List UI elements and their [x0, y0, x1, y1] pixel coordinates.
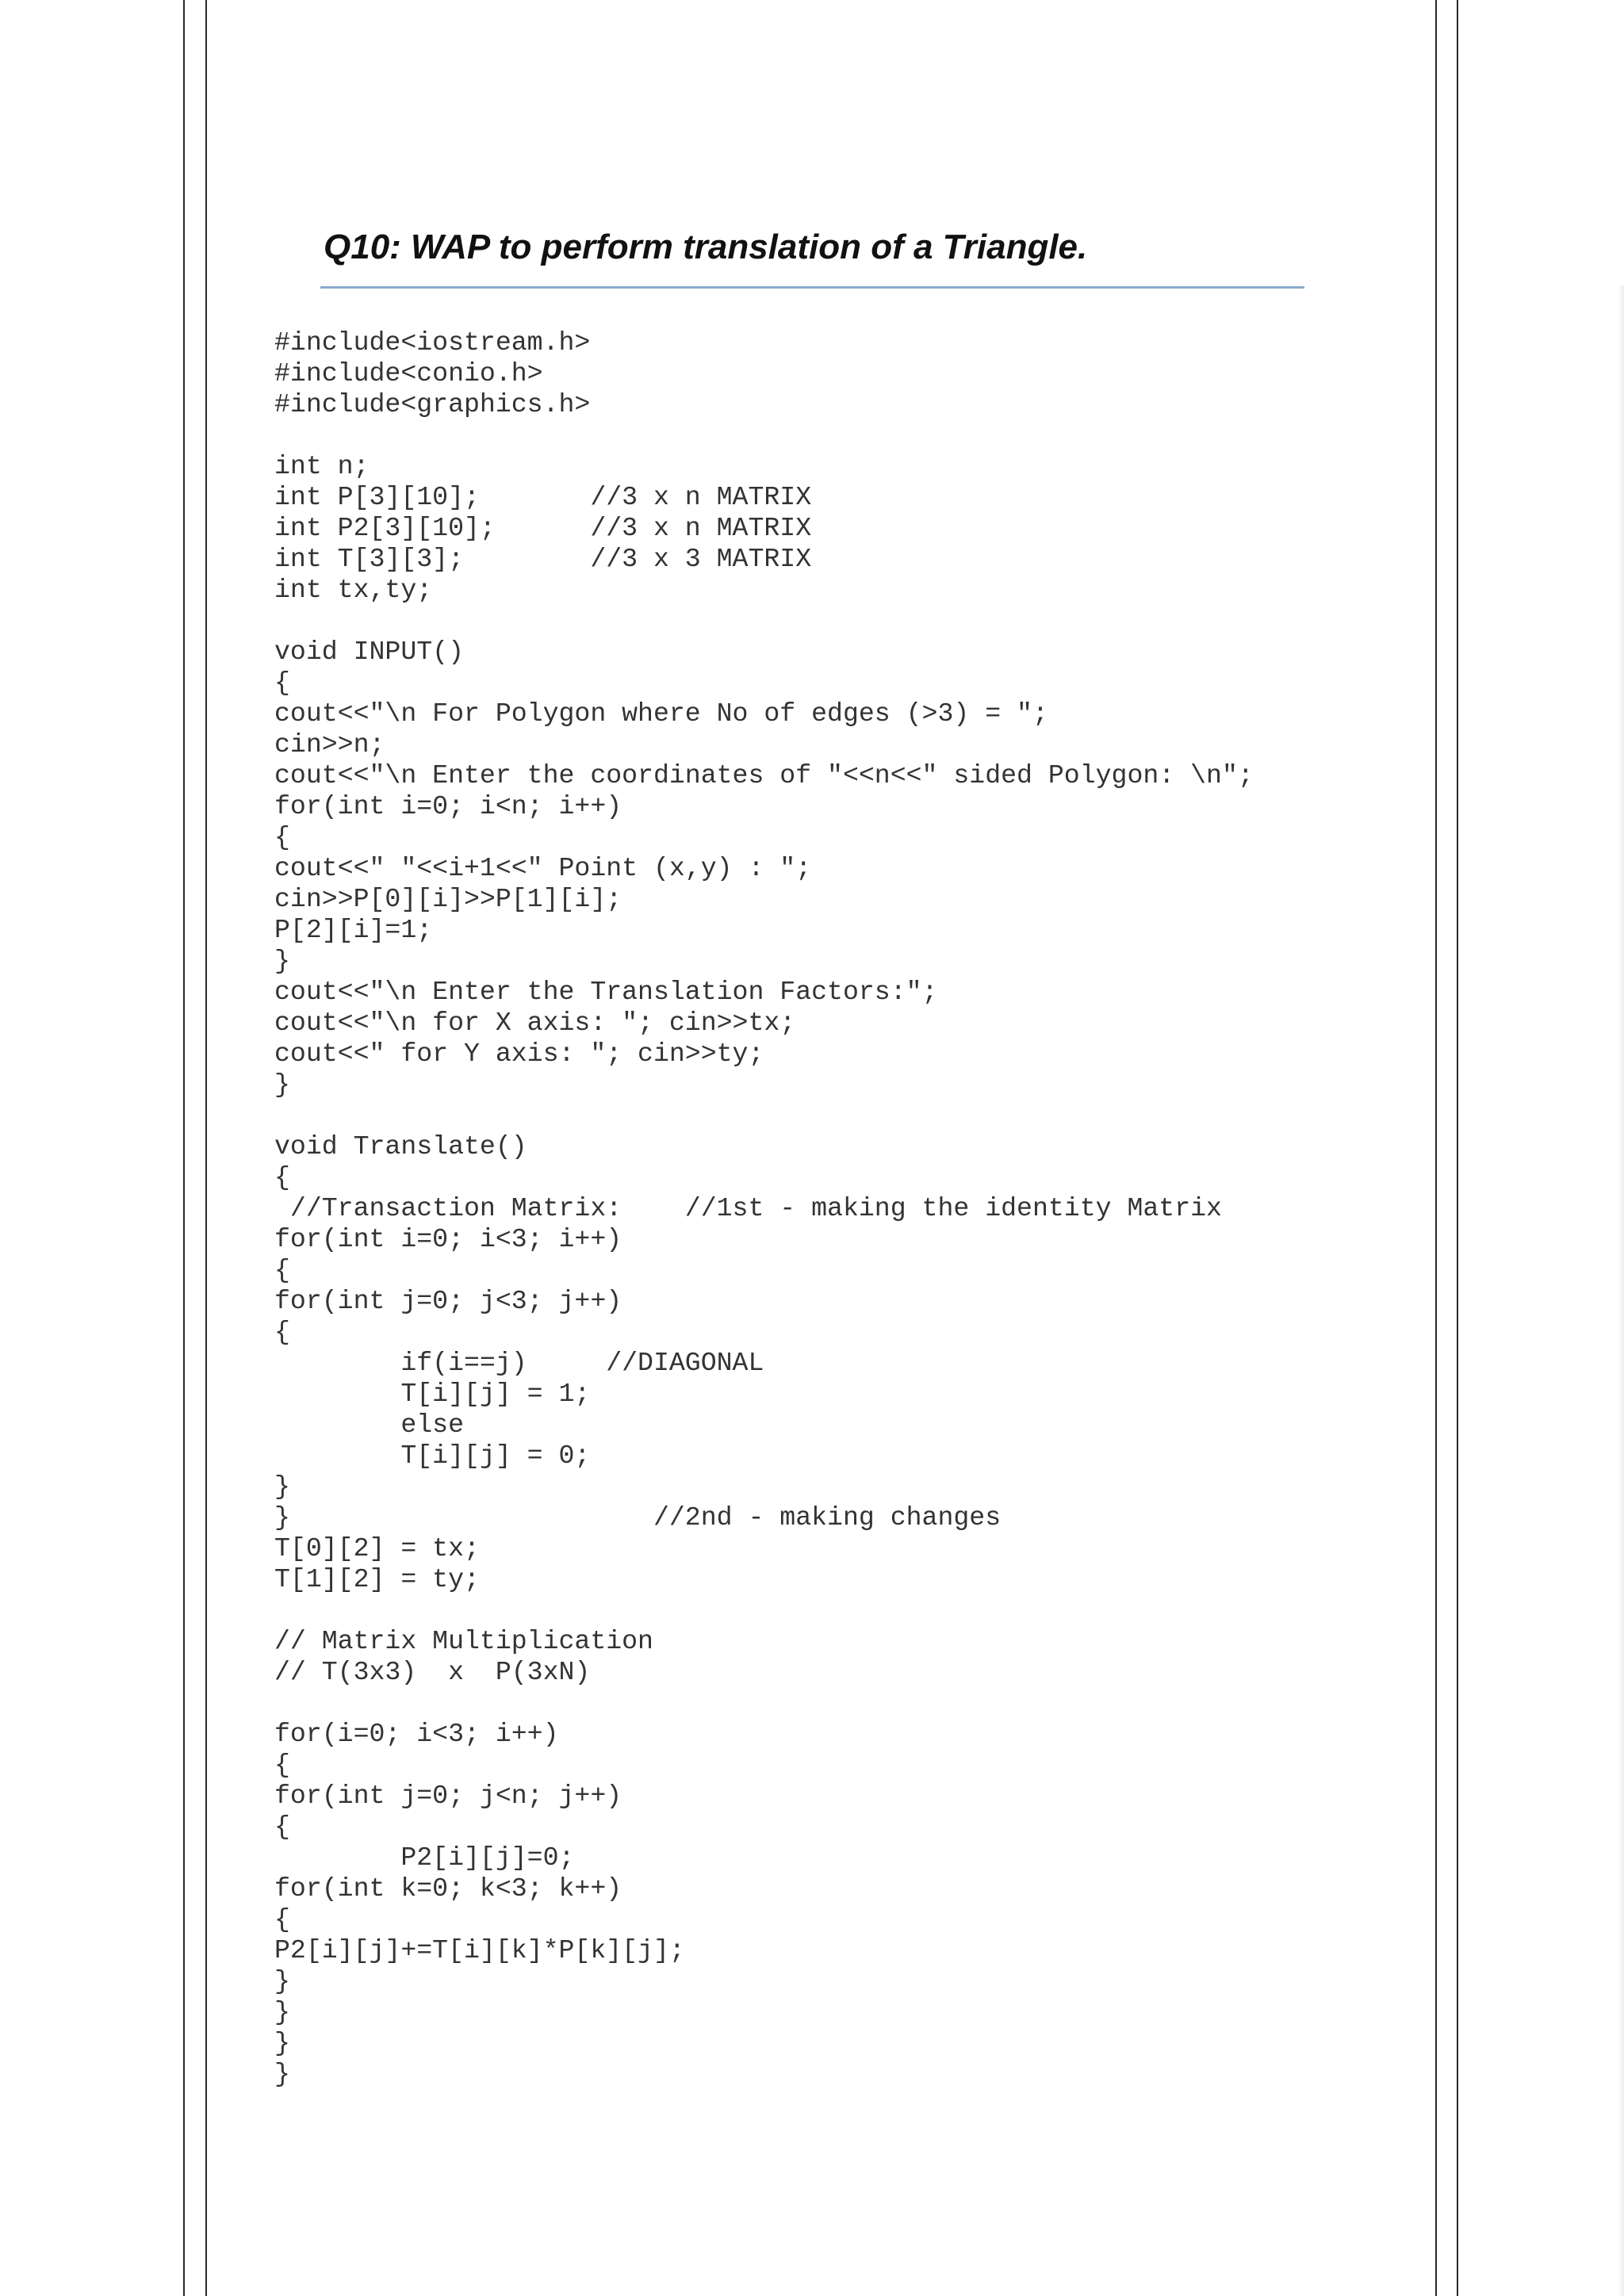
code-line: } [274, 1997, 290, 2027]
code-line: #include<graphics.h> [274, 389, 591, 419]
code-line: cout<<" for Y axis: "; cin>>ty; [274, 1039, 764, 1069]
code-line: } [274, 1966, 290, 1996]
page-border-outer-left [183, 0, 185, 2296]
code-line: T[i][j] = 1; [274, 1379, 591, 1409]
code-line: cout<<"\n Enter the Translation Factors:"; [274, 977, 938, 1007]
code-listing [274, 327, 1254, 2090]
code-line: // Matrix Multiplication [274, 1626, 653, 1656]
code-line: P2[i][j]=0; [274, 1843, 575, 1873]
code-line: if(i==j) //DIAGONAL [274, 1348, 764, 1378]
code-line: cout<<" "<<i+1<<" Point (x,y) : "; [274, 853, 812, 883]
code-line: { [274, 1812, 290, 1842]
page-edge-shadow [1618, 285, 1624, 2296]
code-line: #include<conio.h> [274, 358, 543, 388]
page-border-inner-left [205, 0, 207, 2296]
code-line: { [274, 1904, 290, 1934]
code-line: int tx,ty; [274, 575, 433, 605]
page-border-outer-right [1457, 0, 1458, 2296]
code-line: { [274, 1162, 290, 1192]
code-line: cout<<"\n for X axis: "; cin>>tx; [274, 1008, 796, 1038]
code-line: for(int k=0; k<3; k++) [274, 1873, 622, 1904]
code-line [274, 1595, 1254, 1626]
code-line: { [274, 668, 290, 698]
code-line: int n; [274, 451, 370, 481]
code-line: for(int j=0; j<3; j++) [274, 1286, 622, 1316]
code-line: } [274, 2059, 290, 2089]
code-line: int P2[3][10]; //3 x n MATRIX [274, 513, 812, 543]
code-line: int T[3][3]; //3 x 3 MATRIX [274, 544, 812, 574]
code-line: void INPUT() [274, 637, 464, 667]
code-line: cin>>P[0][i]>>P[1][i]; [274, 884, 622, 914]
code-line: } [274, 946, 290, 976]
code-line [274, 1688, 1254, 1719]
code-line: { [274, 1750, 290, 1780]
code-line: #include<iostream.h> [274, 327, 591, 358]
code-line: cout<<"\n Enter the coordinates of "<<n<<" sided Polygon: \n"; [274, 760, 1254, 790]
code-line: for(i=0; i<3; i++) [274, 1719, 559, 1749]
code-line: P[2][i]=1; [274, 915, 433, 945]
code-line: cin>>n; [274, 729, 385, 760]
code-line [274, 606, 1254, 637]
code-line: for(int i=0; i<n; i++) [274, 791, 622, 821]
code-line: P2[i][j]+=T[i][k]*P[k][j]; [274, 1935, 685, 1965]
page-border-inner-right [1435, 0, 1437, 2296]
code-line: { [274, 1255, 290, 1285]
code-line: } //2nd - making changes [274, 1502, 1002, 1533]
code-line: //Transaction Matrix: //1st - making the identity Matrix [274, 1193, 1222, 1223]
code-line: } [274, 2028, 290, 2058]
heading-underline [320, 286, 1304, 289]
code-line: } [274, 1070, 290, 1100]
code-line: else [274, 1410, 464, 1440]
code-line: for(int j=0; j<n; j++) [274, 1781, 622, 1811]
code-line [274, 1100, 1254, 1131]
code-line: { [274, 822, 290, 852]
code-line: T[0][2] = tx; [274, 1533, 480, 1563]
code-line: int P[3][10]; //3 x n MATRIX [274, 482, 812, 512]
code-line: T[1][2] = ty; [274, 1564, 480, 1594]
code-line: T[i][j] = 0; [274, 1441, 591, 1471]
code-line: void Translate() [274, 1131, 527, 1161]
code-line [274, 420, 1254, 451]
code-line: // T(3x3) x P(3xN) [274, 1657, 591, 1687]
code-line: } [274, 1471, 290, 1502]
question-heading: Q10: WAP to perform translation of a Triangle. [324, 228, 1088, 266]
code-line: cout<<"\n For Polygon where No of edges (>3) = "; [274, 698, 1048, 729]
code-line: for(int i=0; i<3; i++) [274, 1224, 622, 1254]
code-line: { [274, 1317, 290, 1347]
